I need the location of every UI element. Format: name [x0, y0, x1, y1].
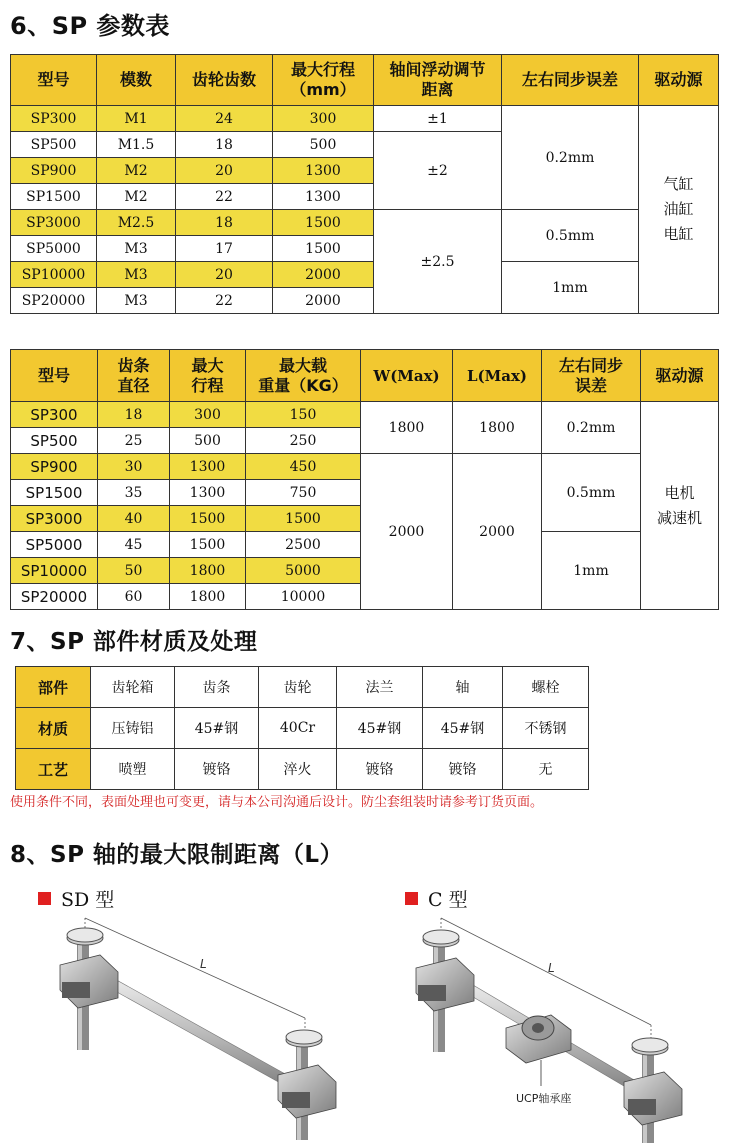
t2-cell: 1800 — [170, 584, 246, 610]
material-cell: 镀铬 — [423, 749, 503, 790]
material-cell: 45#钢 — [337, 708, 423, 749]
t1-cell: M1 — [97, 106, 176, 132]
t1-float-cell: ±2 — [374, 132, 502, 210]
t1-float-cell: ±2.5 — [374, 210, 502, 314]
t1-cell: 2000 — [273, 288, 374, 314]
t1-cell: SP5000 — [11, 236, 97, 262]
t2-cell: SP3000 — [11, 506, 98, 532]
material-cell: 螺栓 — [503, 667, 589, 708]
material-row-label: 材质 — [16, 708, 91, 749]
t2-cell: 18 — [98, 402, 170, 428]
t1-cell: M2 — [97, 184, 176, 210]
sd-type-illustration — [0, 910, 365, 1147]
t1-cell: SP500 — [11, 132, 97, 158]
t1-cell: M2.5 — [97, 210, 176, 236]
t1-float-cell: ±1 — [374, 106, 502, 132]
section8-title: 8、SP 轴的最大限制距离（L） — [10, 842, 344, 868]
t2-cell: 60 — [98, 584, 170, 610]
t1-cell: M1.5 — [97, 132, 176, 158]
material-cell: 淬火 — [259, 749, 337, 790]
t1-cell: 18 — [176, 210, 273, 236]
t2-cell: 1300 — [170, 454, 246, 480]
material-cell: 齿条 — [175, 667, 259, 708]
t2-sync-cell: 1mm — [542, 532, 641, 610]
material-row-label: 工艺 — [16, 749, 91, 790]
c-type-label — [405, 885, 468, 912]
t1-drive-cell: 气缸 油缸 电缸 — [639, 106, 719, 314]
t2-header-model: 型号 — [11, 350, 98, 402]
t2-l-cell: 2000 — [453, 454, 542, 610]
t1-cell: 22 — [176, 288, 273, 314]
material-cell: 轴 — [423, 667, 503, 708]
material-cell: 压铸铝 — [91, 708, 175, 749]
t2-cell: SP300 — [11, 402, 98, 428]
t2-cell: 50 — [98, 558, 170, 584]
sd-type-text: SD 型 — [61, 889, 115, 911]
t1-cell: SP900 — [11, 158, 97, 184]
t1-cell: SP300 — [11, 106, 97, 132]
t1-cell: 1500 — [273, 236, 374, 262]
t2-cell: 1500 — [246, 506, 361, 532]
t1-cell: 2000 — [273, 262, 374, 288]
sp-parameter-table-1 — [10, 54, 719, 314]
t1-cell: 1300 — [273, 158, 374, 184]
t1-header-sync: 左右同步误差 — [502, 55, 639, 106]
t2-cell: SP10000 — [11, 558, 98, 584]
t1-cell: 18 — [176, 132, 273, 158]
material-cell: 喷塑 — [91, 749, 175, 790]
t2-cell: 45 — [98, 532, 170, 558]
t1-cell: SP20000 — [11, 288, 97, 314]
t2-cell: 30 — [98, 454, 170, 480]
ucp-bearing-label: UCP轴承座 — [516, 1092, 572, 1105]
t1-cell: 20 — [176, 158, 273, 184]
section7-title: 7、SP 部件材质及处理 — [10, 629, 258, 655]
t2-cell: SP20000 — [11, 584, 98, 610]
section6-title: 6、SP 参数表 — [10, 12, 170, 40]
t1-cell: 1300 — [273, 184, 374, 210]
t2-cell: 25 — [98, 428, 170, 454]
material-row-label: 部件 — [16, 667, 91, 708]
t2-drive-cell: 电机 减速机 — [641, 402, 719, 610]
material-cell: 45#钢 — [175, 708, 259, 749]
sd-dimension-label: L — [200, 957, 207, 971]
red-square-icon — [405, 892, 418, 905]
t1-cell: 300 — [273, 106, 374, 132]
c-type-illustration — [366, 910, 731, 1147]
t1-cell: 20 — [176, 262, 273, 288]
material-cell: 齿轮箱 — [91, 667, 175, 708]
material-cell: 45#钢 — [423, 708, 503, 749]
t2-cell: SP900 — [11, 454, 98, 480]
t1-cell: SP10000 — [11, 262, 97, 288]
t1-cell: M3 — [97, 288, 176, 314]
t1-cell: 17 — [176, 236, 273, 262]
material-cell: 法兰 — [337, 667, 423, 708]
t1-header-model: 型号 — [11, 55, 97, 106]
material-cell: 齿轮 — [259, 667, 337, 708]
material-cell: 40Cr — [259, 708, 337, 749]
t1-cell: M3 — [97, 262, 176, 288]
t2-cell: SP500 — [11, 428, 98, 454]
t2-header-l: L(Max) — [453, 350, 542, 402]
t2-cell: 1500 — [170, 506, 246, 532]
red-square-icon — [38, 892, 51, 905]
t2-l-cell: 1800 — [453, 402, 542, 454]
material-cell: 镀铬 — [175, 749, 259, 790]
t2-cell: 40 — [98, 506, 170, 532]
t2-cell: 300 — [170, 402, 246, 428]
t1-cell: M3 — [97, 236, 176, 262]
t1-cell: M2 — [97, 158, 176, 184]
t1-cell: SP3000 — [11, 210, 97, 236]
t1-sync-cell: 0.2mm — [502, 106, 639, 210]
t2-header-load: 最大载 重量（KG） — [246, 350, 361, 402]
t2-w-cell: 2000 — [361, 454, 453, 610]
t1-cell: 24 — [176, 106, 273, 132]
t1-cell: 500 — [273, 132, 374, 158]
material-cell: 不锈钢 — [503, 708, 589, 749]
t2-header-sync: 左右同步 误差 — [542, 350, 641, 402]
t2-cell: 5000 — [246, 558, 361, 584]
t1-header-stroke: 最大行程 （mm） — [273, 55, 374, 106]
t1-sync-cell: 0.5mm — [502, 210, 639, 262]
t2-cell: 500 — [170, 428, 246, 454]
t2-cell: 1300 — [170, 480, 246, 506]
t2-cell: 750 — [246, 480, 361, 506]
c-type-text: C 型 — [428, 889, 468, 911]
sd-type-label — [38, 885, 114, 912]
t2-cell: 150 — [246, 402, 361, 428]
t2-sync-cell: 0.2mm — [542, 402, 641, 454]
c-dimension-label: L — [548, 961, 555, 975]
t2-header-w: W(Max) — [361, 350, 453, 402]
t2-sync-cell: 0.5mm — [542, 454, 641, 532]
t1-header-module: 模数 — [97, 55, 176, 106]
t2-cell: 1800 — [170, 558, 246, 584]
t2-cell: 35 — [98, 480, 170, 506]
t2-cell: SP5000 — [11, 532, 98, 558]
usage-note: 使用条件不同，表面处理也可变更，请与本公司沟通后设计。防尘套组装时请参考订货页面。 — [10, 795, 544, 810]
t1-header-teeth: 齿轮齿数 — [176, 55, 273, 106]
t1-cell: SP1500 — [11, 184, 97, 210]
t2-header-drive: 驱动源 — [641, 350, 719, 402]
t2-w-cell: 1800 — [361, 402, 453, 454]
material-table — [15, 666, 589, 790]
t1-cell: 1500 — [273, 210, 374, 236]
material-cell: 无 — [503, 749, 589, 790]
t2-cell: 250 — [246, 428, 361, 454]
t1-header-float: 轴间浮动调节 距离 — [374, 55, 502, 106]
material-cell: 镀铬 — [337, 749, 423, 790]
t2-cell: SP1500 — [11, 480, 98, 506]
t1-cell: 22 — [176, 184, 273, 210]
t2-header-rack-dia: 齿条 直径 — [98, 350, 170, 402]
t2-cell: 2500 — [246, 532, 361, 558]
t2-cell: 450 — [246, 454, 361, 480]
t1-header-drive: 驱动源 — [639, 55, 719, 106]
t2-cell: 10000 — [246, 584, 361, 610]
t1-sync-cell: 1mm — [502, 262, 639, 314]
sp-parameter-table-2 — [10, 349, 719, 610]
t2-cell: 1500 — [170, 532, 246, 558]
t2-header-stroke: 最大 行程 — [170, 350, 246, 402]
